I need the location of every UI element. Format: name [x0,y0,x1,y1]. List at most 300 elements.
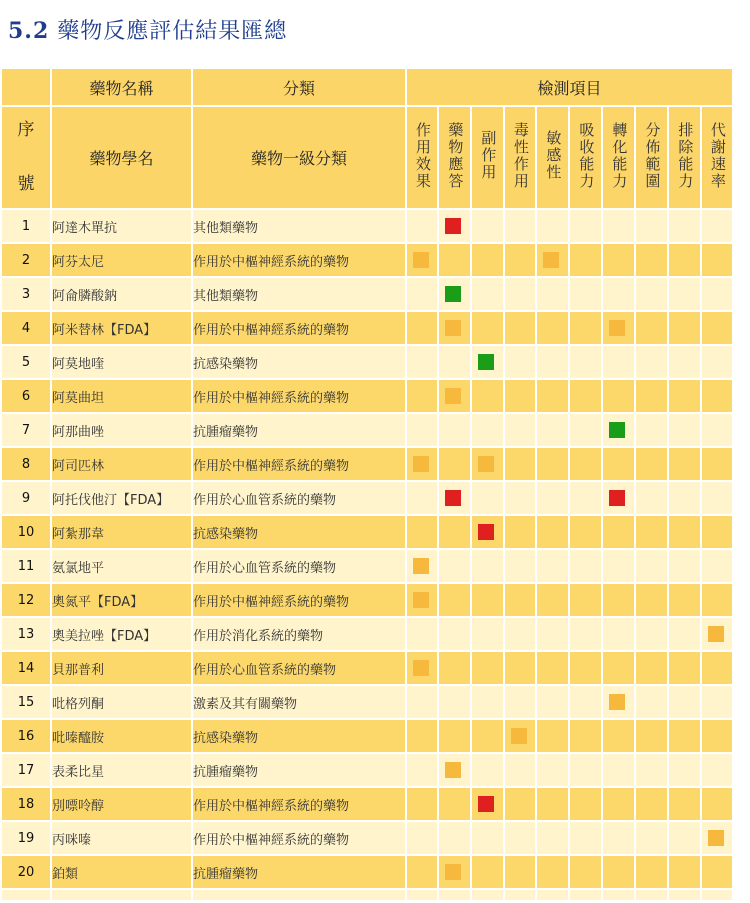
row-category: 作用於中樞神經系統的藥物 [193,448,405,480]
row-seq: 11 [2,550,50,582]
result-cell [603,652,634,684]
result-cell [407,754,437,786]
result-cell [505,584,535,616]
result-cell [636,686,667,718]
result-cell [702,856,732,888]
row-category: 抗腫瘤藥物 [193,856,405,888]
table-row-partial [2,890,732,900]
header-seq: 序 號 [2,107,50,208]
result-cell [636,788,667,820]
result-cell [439,482,470,514]
result-cell [439,618,470,650]
result-cell [193,890,405,900]
result-cell [537,312,568,344]
row-drug-name: 阿達木單抗 [52,210,191,242]
row-category: 其他類藥物 [193,278,405,310]
result-cell [603,890,634,900]
result-cell [669,584,700,616]
result-cell [603,788,634,820]
result-cell [570,754,601,786]
orange-result-marker [445,388,461,404]
result-cell [537,584,568,616]
result-cell [603,346,634,378]
result-cell [439,550,470,582]
header-item-sensitivity: 敏感性 [537,107,568,208]
result-cell [537,856,568,888]
result-cell [472,210,503,242]
row-category: 激素及其有關藥物 [193,686,405,718]
row-seq: 10 [2,516,50,548]
row-seq: 8 [2,448,50,480]
row-category: 作用於心血管系統的藥物 [193,482,405,514]
result-cell [570,482,601,514]
row-seq: 5 [2,346,50,378]
result-cell [702,312,732,344]
row-category: 作用於中樞神經系統的藥物 [193,584,405,616]
row-drug-name: 鉑類 [52,856,191,888]
header-drug-name: 藥物名稱 [52,69,191,105]
result-cell [603,856,634,888]
result-cell [472,414,503,446]
result-cell [472,346,503,378]
row-drug-name: 阿侖膦酸鈉 [52,278,191,310]
result-cell [669,822,700,854]
row-drug-name: 阿紮那韋 [52,516,191,548]
row-seq: 9 [2,482,50,514]
result-cell [636,584,667,616]
result-cell [669,686,700,718]
result-cell [505,754,535,786]
result-cell [537,414,568,446]
result-cell [505,278,535,310]
result-cell [407,550,437,582]
result-cell [570,414,601,446]
result-cell [669,856,700,888]
result-cell [505,686,535,718]
table-row [2,754,732,786]
result-cell [570,244,601,276]
result-cell [570,516,601,548]
result-cell [669,210,700,242]
result-cell [439,312,470,344]
result-cell [603,312,634,344]
result-cell [537,550,568,582]
header-blank [2,69,50,105]
drug-response-table [0,67,734,902]
table-row [2,652,732,684]
result-cell [603,720,634,752]
section-title: 藥物反應評估結果匯總 [57,19,288,44]
result-cell [669,346,700,378]
result-cell [537,686,568,718]
result-cell [669,244,700,276]
result-cell [505,618,535,650]
result-cell [636,482,667,514]
header-scientific-name: 藥物學名 [52,107,191,208]
result-cell [407,686,437,718]
result-cell [570,584,601,616]
result-cell [439,856,470,888]
result-cell [407,312,437,344]
table-row [2,788,732,820]
orange-result-marker [413,456,429,472]
result-cell [439,210,470,242]
result-cell [702,720,732,752]
result-cell [603,686,634,718]
header-item-distribution: 分佈範圍 [636,107,667,208]
result-cell [407,210,437,242]
result-cell [407,856,437,888]
result-cell [636,550,667,582]
row-category: 作用於心血管系統的藥物 [193,652,405,684]
result-cell [702,516,732,548]
table-row [2,380,732,412]
result-cell [570,890,601,900]
result-cell [537,822,568,854]
header-item-conversion: 轉化能力 [603,107,634,208]
result-cell [505,822,535,854]
row-category: 作用於中樞神經系統的藥物 [193,788,405,820]
row-drug-name: 別嘌呤醇 [52,788,191,820]
table-row [2,516,732,548]
result-cell [570,686,601,718]
result-cell [702,244,732,276]
result-cell [472,822,503,854]
result-cell [669,448,700,480]
result-cell [636,856,667,888]
section-number: 5.2 [8,18,50,44]
header-category: 分類 [193,69,405,105]
header-item-toxicity: 毒性作用 [505,107,535,208]
result-cell [537,754,568,786]
result-cell [407,448,437,480]
row-drug-name: 奧美拉唑【FDA】 [52,618,191,650]
result-cell [702,618,732,650]
result-cell [702,278,732,310]
header-item-effect: 作用效果 [407,107,437,208]
row-drug-name: 表柔比星 [52,754,191,786]
table-row [2,482,732,514]
result-cell [505,482,535,514]
result-cell [570,278,601,310]
result-cell [2,890,50,900]
row-drug-name: 阿芬太尼 [52,244,191,276]
row-category: 作用於中樞神經系統的藥物 [193,312,405,344]
result-cell [505,414,535,446]
result-cell [702,380,732,412]
result-cell [472,516,503,548]
row-category: 抗感染藥物 [193,346,405,378]
result-cell [472,312,503,344]
result-cell [669,550,700,582]
result-cell [603,618,634,650]
result-cell [472,686,503,718]
result-cell [407,346,437,378]
table-row [2,346,732,378]
result-cell [636,380,667,412]
result-cell [702,482,732,514]
result-cell [407,890,437,900]
result-cell [407,278,437,310]
result-cell [702,686,732,718]
result-cell [702,652,732,684]
result-cell [702,210,732,242]
orange-result-marker [413,252,429,268]
result-cell [603,516,634,548]
result-cell [407,244,437,276]
result-cell [570,346,601,378]
orange-result-marker [413,660,429,676]
result-cell [570,720,601,752]
result-cell [407,380,437,412]
result-cell [603,414,634,446]
row-category: 抗腫瘤藥物 [193,414,405,446]
result-cell [669,618,700,650]
orange-result-marker [445,864,461,880]
result-cell [636,720,667,752]
row-seq: 2 [2,244,50,276]
result-cell [537,278,568,310]
result-cell [472,244,503,276]
result-cell [472,448,503,480]
result-cell [407,822,437,854]
row-seq: 19 [2,822,50,854]
result-cell [603,550,634,582]
result-cell [407,482,437,514]
result-cell [439,890,470,900]
result-cell [669,720,700,752]
orange-result-marker [543,252,559,268]
result-cell [52,890,191,900]
result-cell [472,482,503,514]
row-seq: 18 [2,788,50,820]
orange-result-marker [413,592,429,608]
result-cell [439,754,470,786]
result-cell [570,822,601,854]
header-item-absorption: 吸收能力 [570,107,601,208]
result-cell [537,618,568,650]
result-cell [505,652,535,684]
result-cell [669,414,700,446]
row-seq: 13 [2,618,50,650]
result-cell [505,380,535,412]
row-drug-name: 奧氮平【FDA】 [52,584,191,616]
result-cell [570,448,601,480]
row-drug-name: 吡嗪醯胺 [52,720,191,752]
result-cell [505,550,535,582]
orange-result-marker [445,762,461,778]
table-row [2,550,732,582]
result-cell [439,278,470,310]
result-cell [439,822,470,854]
result-cell [439,448,470,480]
orange-result-marker [609,320,625,336]
row-category: 抗感染藥物 [193,720,405,752]
result-cell [669,652,700,684]
result-cell [537,210,568,242]
row-seq: 16 [2,720,50,752]
result-cell [636,244,667,276]
result-cell [603,278,634,310]
result-cell [702,822,732,854]
table-body [2,210,732,900]
row-seq: 17 [2,754,50,786]
result-cell [472,584,503,616]
result-cell [669,312,700,344]
result-cell [636,346,667,378]
row-category: 作用於消化系統的藥物 [193,618,405,650]
result-cell [570,788,601,820]
result-cell [439,244,470,276]
orange-result-marker [413,558,429,574]
row-drug-name: 阿莫曲坦 [52,380,191,412]
result-cell [537,720,568,752]
result-cell [636,652,667,684]
result-cell [407,516,437,548]
result-cell [537,788,568,820]
table-row [2,278,732,310]
result-cell [570,550,601,582]
header-item-excretion: 排除能力 [669,107,700,208]
result-cell [570,380,601,412]
result-cell [636,210,667,242]
row-drug-name: 阿米替林【FDA】 [52,312,191,344]
result-cell [603,482,634,514]
table-row [2,686,732,718]
row-category: 抗感染藥物 [193,516,405,548]
result-cell [636,822,667,854]
result-cell [636,312,667,344]
row-drug-name: 貝那普利 [52,652,191,684]
row-seq: 14 [2,652,50,684]
result-cell [603,380,634,412]
header-primary-category: 藥物一級分類 [193,107,405,208]
result-cell [603,584,634,616]
row-category: 其他類藥物 [193,210,405,242]
result-cell [472,652,503,684]
table-row [2,448,732,480]
header-item-response: 藥物應答 [439,107,470,208]
row-drug-name: 阿那曲唑 [52,414,191,446]
result-cell [407,414,437,446]
result-cell [537,482,568,514]
result-cell [439,720,470,752]
table-row [2,210,732,242]
orange-result-marker [708,830,724,846]
result-cell [570,652,601,684]
row-category: 抗腫瘤藥物 [193,754,405,786]
red-result-marker [445,218,461,234]
result-cell [669,754,700,786]
result-cell [702,550,732,582]
result-cell [636,890,667,900]
row-category: 作用於中樞神經系統的藥物 [193,822,405,854]
result-cell [669,516,700,548]
table-row [2,720,732,752]
result-cell [407,618,437,650]
result-cell [669,482,700,514]
result-cell [472,278,503,310]
result-cell [407,720,437,752]
result-cell [570,210,601,242]
row-category: 作用於心血管系統的藥物 [193,550,405,582]
result-cell [537,380,568,412]
result-cell [407,788,437,820]
result-cell [669,380,700,412]
result-cell [472,754,503,786]
result-cell [505,210,535,242]
header-item-metabolism: 代謝速率 [702,107,732,208]
row-seq: 3 [2,278,50,310]
row-drug-name: 阿莫地喹 [52,346,191,378]
orange-result-marker [708,626,724,642]
result-cell [505,312,535,344]
table-row [2,414,732,446]
table-row [2,312,732,344]
red-result-marker [445,490,461,506]
result-cell [505,890,535,900]
row-seq: 20 [2,856,50,888]
result-cell [439,652,470,684]
result-cell [603,822,634,854]
result-cell [603,754,634,786]
result-cell [439,686,470,718]
row-seq: 4 [2,312,50,344]
orange-result-marker [445,320,461,336]
result-cell [472,720,503,752]
row-drug-name: 阿托伐他汀【FDA】 [52,482,191,514]
result-cell [472,380,503,412]
result-cell [439,516,470,548]
result-cell [505,244,535,276]
result-cell [636,448,667,480]
row-drug-name: 氨氯地平 [52,550,191,582]
result-cell [636,278,667,310]
row-seq: 12 [2,584,50,616]
result-cell [439,788,470,820]
table-row [2,822,732,854]
result-cell [505,346,535,378]
orange-result-marker [511,728,527,744]
orange-result-marker [609,694,625,710]
row-drug-name: 吡格列酮 [52,686,191,718]
result-cell [439,346,470,378]
result-cell [537,448,568,480]
red-result-marker [609,490,625,506]
result-cell [472,856,503,888]
table-row [2,618,732,650]
result-cell [702,754,732,786]
result-cell [636,618,667,650]
row-seq: 1 [2,210,50,242]
row-seq: 7 [2,414,50,446]
result-cell [537,890,568,900]
result-cell [505,448,535,480]
orange-result-marker [478,456,494,472]
row-category: 作用於中樞神經系統的藥物 [193,244,405,276]
green-result-marker [609,422,625,438]
result-cell [505,516,535,548]
table-row [2,244,732,276]
result-cell [472,618,503,650]
result-cell [702,890,732,900]
result-cell [472,788,503,820]
result-cell [702,584,732,616]
result-cell [669,278,700,310]
result-cell [669,788,700,820]
page-title [8,14,287,45]
result-cell [537,244,568,276]
